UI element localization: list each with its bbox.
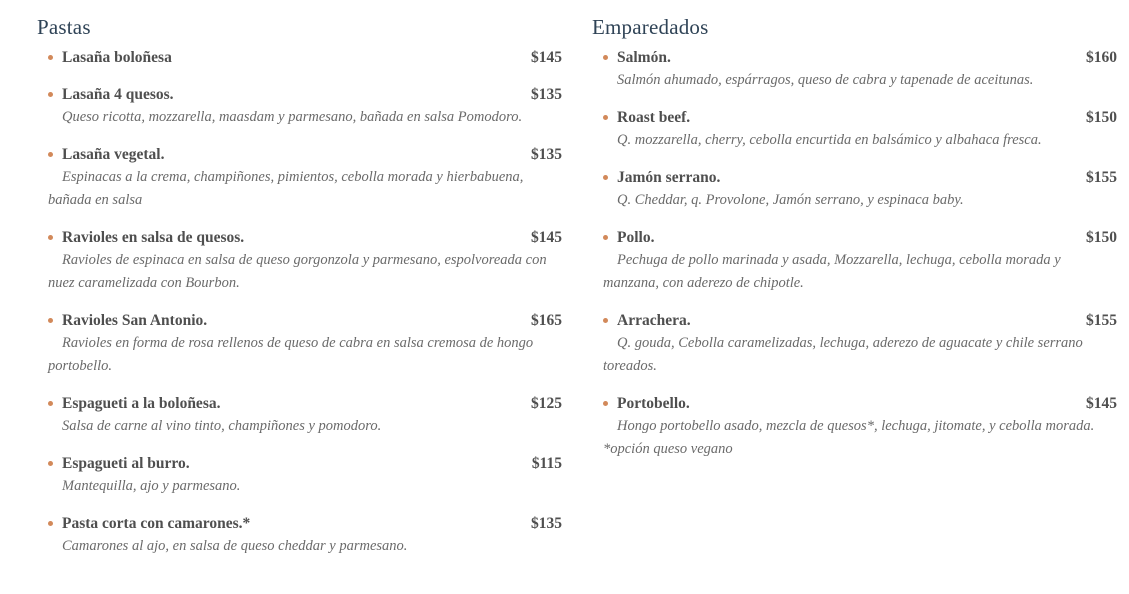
menu-item-name: Portobello.: [617, 395, 690, 412]
menu-item-description: Salmón ahumado, espárragos, queso de cabra y tapenade de aceitunas.: [617, 72, 1034, 88]
menu-item: [592, 46, 1117, 92]
menu-item: [37, 83, 562, 129]
menu-item: [592, 226, 1117, 295]
bullet-icon: [603, 115, 608, 120]
bullet-icon: [48, 152, 53, 157]
bullet-icon: [48, 55, 53, 60]
menu-item-description: Q. mozzarella, cherry, cebolla encurtida en balsámico y albahaca fresca.: [617, 132, 1042, 148]
menu-item-price: $125: [531, 395, 562, 412]
menu-item-price: $165: [531, 312, 562, 329]
menu-item-name: Ravioles San Antonio.: [62, 312, 208, 329]
menu-item-price: $145: [1086, 395, 1117, 412]
bullet-icon: [48, 92, 53, 97]
menu-item-price: $150: [1086, 229, 1117, 246]
menu-item: [592, 106, 1117, 152]
menu-item-header: [48, 512, 562, 535]
bullet-icon: [48, 461, 53, 466]
menu-item-header: [48, 309, 562, 332]
section-title-emparedados: Emparedados: [592, 15, 709, 39]
menu-item-description: Queso ricotta, mozzarella, maasdam y parmesano, bañada en salsa Pomodoro.: [62, 109, 523, 125]
menu-item-name: Espagueti a la boloñesa.: [62, 395, 221, 412]
menu-item-description: Ravioles en forma de rosa rellenos de queso de cabra en salsa cremosa de hongo portobello.: [48, 335, 534, 374]
bullet-icon: [48, 235, 53, 240]
menu-item-name: Arrachera.: [617, 312, 691, 329]
menu-item: [37, 452, 562, 498]
menu-item: [592, 309, 1117, 378]
menu-item-price: $115: [531, 455, 562, 472]
menu-item-description: Hongo portobello asado, mezcla de quesos*, lechuga, jitomate, y cebolla morada. *opción queso vegano: [603, 418, 1095, 457]
menu-item-header: [603, 106, 1117, 129]
menu-item-header: [48, 46, 562, 69]
menu-item-description: Mantequilla, ajo y parmesano.: [62, 478, 241, 494]
menu-item-description: Espinacas a la crema, champiñones, pimientos, cebolla morada y hierbabuena, bañada en salsa: [48, 169, 524, 208]
bullet-icon: [603, 235, 608, 240]
menu-item: [592, 392, 1117, 461]
menu-item-price: $135: [531, 146, 562, 163]
menu-item-header: [603, 226, 1117, 249]
menu-item-header: [48, 452, 562, 475]
menu-item-header: [48, 143, 562, 166]
menu-item-header: [603, 392, 1117, 415]
emparedados-section: [592, 14, 1117, 475]
menu-item: [37, 392, 562, 438]
pastas-section: [37, 14, 562, 572]
menu-item-header: [48, 226, 562, 249]
menu-item-header: [603, 309, 1117, 332]
menu-item-description: Q. Cheddar, q. Provolone, Jamón serrano, y espinaca baby.: [617, 192, 964, 208]
menu-item-description: Q. gouda, Cebolla caramelizadas, lechuga, aderezo de aguacate y chile serrano toreados.: [603, 335, 1083, 374]
menu-item: [37, 309, 562, 378]
menu-item: [37, 512, 562, 558]
menu-item-price: $160: [1086, 49, 1117, 66]
bullet-icon: [48, 318, 53, 323]
menu-item-header: [603, 46, 1117, 69]
menu-item: [37, 46, 562, 69]
menu-item-header: [48, 83, 562, 106]
bullet-icon: [603, 401, 608, 406]
menu-item-description: Ravioles de espinaca en salsa de queso gorgonzola y parmesano, espolvoreada con nuez caramelizada con Bourbon.: [48, 252, 547, 291]
menu-item-name: Pasta corta con camarones.*: [62, 515, 251, 532]
menu-item-description: Pechuga de pollo marinada y asada, Mozzarella, lechuga, cebolla morada y manzana, con aderezo de chipotle.: [603, 252, 1061, 291]
menu-item-description: Camarones al ajo, en salsa de queso cheddar y parmesano.: [62, 538, 408, 554]
bullet-icon: [48, 401, 53, 406]
menu-item-name: Ravioles en salsa de quesos.: [62, 229, 245, 246]
bullet-icon: [603, 55, 608, 60]
menu-item-name: Jamón serrano.: [617, 169, 721, 186]
menu-item-price: $145: [531, 229, 562, 246]
section-title-pastas: Pastas: [37, 15, 91, 39]
menu-item-name: Lasaña boloñesa: [62, 49, 172, 66]
menu-item-price: $155: [1086, 312, 1117, 329]
menu-item-header: [603, 166, 1117, 189]
menu-item-price: $145: [531, 49, 562, 66]
menu-item-description: Salsa de carne al vino tinto, champiñones y pomodoro.: [62, 418, 382, 434]
menu-item-name: Pollo.: [617, 229, 655, 246]
menu-item-price: $155: [1086, 169, 1117, 186]
menu-item: [592, 166, 1117, 212]
menu-item-name: Roast beef.: [617, 109, 691, 126]
menu-item-price: $135: [531, 86, 562, 103]
menu-item-name: Lasaña 4 quesos.: [62, 86, 174, 103]
menu-item: [37, 226, 562, 295]
menu-item-price: $150: [1086, 109, 1117, 126]
bullet-icon: [48, 521, 53, 526]
menu-item-name: Lasaña vegetal.: [62, 146, 165, 163]
menu-item-name: Espagueti al burro.: [62, 455, 190, 472]
bullet-icon: [603, 318, 608, 323]
menu-item-price: $135: [531, 515, 562, 532]
menu-item-header: [48, 392, 562, 415]
bullet-icon: [603, 175, 608, 180]
menu-item: [37, 143, 562, 212]
menu-item-name: Salmón.: [617, 49, 671, 66]
